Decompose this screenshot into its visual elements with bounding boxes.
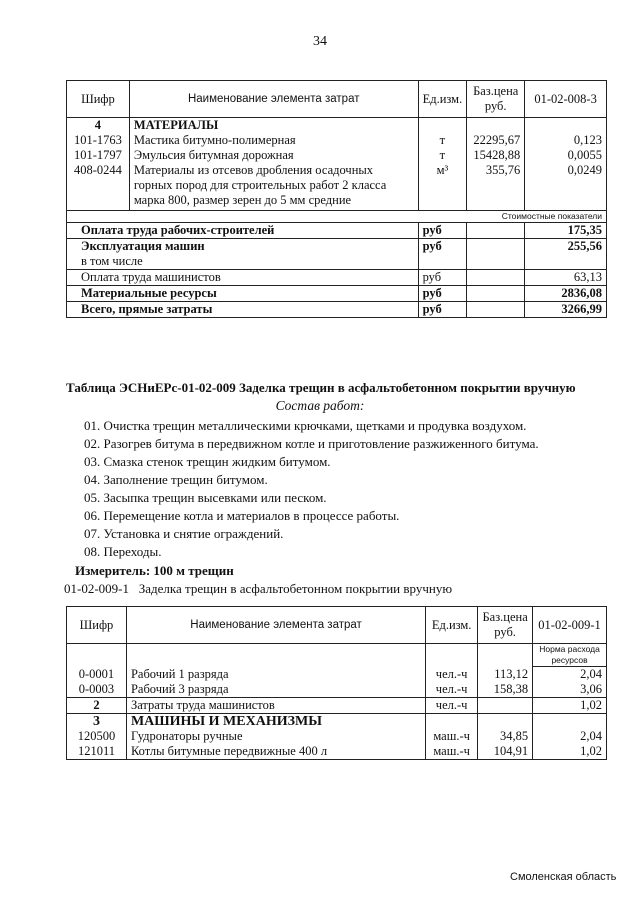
row-price: 158,38 (478, 682, 533, 698)
summary-name: Материальные ресурсы (67, 286, 419, 302)
works-title: Состав работ: (275, 398, 365, 413)
table-row (67, 133, 607, 148)
table-row (67, 729, 607, 744)
table-header (67, 81, 607, 118)
row-norm: 1,02 (533, 744, 607, 760)
row-code: 0-0001 (67, 667, 127, 683)
header-unit: Ед.изм. (426, 607, 478, 644)
table-row (67, 698, 607, 714)
row-price: 113,12 (478, 667, 533, 683)
row-price: 15428,88 (467, 148, 525, 163)
summary-name: Всего, прямые затраты (67, 302, 419, 318)
section-row (67, 118, 607, 134)
row-price: 34,85 (478, 729, 533, 744)
summary-value: 63,13 (525, 270, 607, 286)
header-norm: 01-02-009-1 (533, 607, 607, 644)
row-unit: маш.-ч (426, 729, 478, 744)
summary-name: в том числе (67, 254, 419, 270)
summary-row (67, 302, 607, 318)
row-name: Мастика битумно-полимерная (129, 133, 418, 148)
summary-unit: руб (418, 270, 467, 286)
summary-value: 2836,08 (525, 286, 607, 302)
summary-value: 255,56 (525, 239, 607, 255)
row-name: Рабочий 1 разряда (126, 667, 425, 683)
row-norm: 0,0055 (525, 148, 607, 163)
row-price: 22295,67 (467, 133, 525, 148)
summary-row (67, 254, 607, 270)
work-item: 02. Разогрев битума в передвижном котле и приготовление разжиженного битума. (84, 436, 539, 451)
summary-name: Оплата труда рабочих-строителей (67, 223, 419, 239)
row-norm: 0,123 (525, 133, 607, 148)
code-line: 01-02-009-1 Заделка трещин в асфальтобетонном покрытии вручную (64, 581, 453, 596)
work-item: 03. Смазка стенок трещин жидким битумом. (84, 454, 331, 469)
table-row (67, 667, 607, 683)
norm-label-row (67, 644, 607, 667)
row-norm: 2,04 (533, 729, 607, 744)
row-norm: 0,0249 (525, 163, 607, 211)
summary-unit: руб (418, 223, 467, 239)
row-name: Затраты труда машинистов (126, 698, 425, 714)
row-unit: чел.-ч (426, 667, 478, 683)
summary-name: Эксплуатация машин (67, 239, 419, 255)
table-row (67, 148, 607, 163)
summary-row (67, 286, 607, 302)
summary-row (67, 270, 607, 286)
footer-region: Смоленская область (510, 871, 617, 883)
page-number: 34 (313, 34, 327, 49)
row-name: Эмульсия битумная дорожная (129, 148, 418, 163)
table-row (67, 682, 607, 698)
table-row (67, 744, 607, 760)
header-price: Баз.цена руб. (478, 607, 533, 644)
work-item: 06. Перемещение котла и материалов в процессе работы. (84, 508, 400, 523)
row-name: Материалы из отсевов дробления осадочных горных пород для строительных работ 2 класса марка 800, размер зерен до 5 мм средние (129, 163, 418, 211)
summary-value: 175,35 (525, 223, 607, 239)
row-code: 101-1797 (67, 148, 130, 163)
row-unit: т (418, 148, 467, 163)
section-name: МАШИНЫ И МЕХАНИЗМЫ (126, 714, 425, 730)
row-unit: чел.-ч (426, 682, 478, 698)
summary-unit: руб (418, 302, 467, 318)
row-code: 121011 (67, 744, 127, 760)
summary-row (67, 239, 607, 255)
work-item: 04. Заполнение трещин битумом. (84, 472, 268, 487)
summary-unit: руб (418, 239, 467, 255)
row-code: 101-1763 (67, 133, 130, 148)
summary-value: 3266,99 (525, 302, 607, 318)
row-name: Рабочий 3 разряда (126, 682, 425, 698)
summary-row (67, 223, 607, 239)
header-code: Шифр (67, 607, 127, 644)
row-norm: 1,02 (533, 698, 607, 714)
resource-table-2 (66, 606, 607, 760)
row-code: 2 (67, 698, 127, 714)
section-row (67, 714, 607, 730)
measure: Измеритель: 100 м трещин (75, 563, 234, 578)
work-item: 07. Установка и снятие ограждений. (84, 526, 284, 541)
row-name: Котлы битумные передвижные 400 л (126, 744, 425, 760)
resource-table-1 (66, 80, 607, 318)
row-unit: м³ (418, 163, 467, 211)
cost-indicators-row (67, 211, 607, 223)
summary-unit: руб (418, 286, 467, 302)
row-name: Гудронаторы ручные (126, 729, 425, 744)
row-unit: чел.-ч (426, 698, 478, 714)
section-name: МАТЕРИАЛЫ (129, 118, 418, 134)
header-name: Наименование элемента затрат (129, 81, 418, 118)
row-code: 120500 (67, 729, 127, 744)
row-norm: 2,04 (533, 667, 607, 683)
header-code: Шифр (67, 81, 130, 118)
work-item: 08. Переходы. (84, 544, 162, 559)
row-unit: маш.-ч (426, 744, 478, 760)
header-price: Баз.цена руб. (467, 81, 525, 118)
table-row (67, 163, 607, 211)
work-item: 01. Очистка трещин металлическими крючками, щетками и продувка воздухом. (84, 418, 527, 433)
section-code: 4 (67, 118, 130, 134)
table-title: Таблица ЭСНиЕРс-01-02-009 Заделка трещин в асфальтобетонном покрытии вручную (66, 380, 576, 395)
row-code: 408-0244 (67, 163, 130, 211)
work-item: 05. Засыпка трещин высевками или песком. (84, 490, 327, 505)
row-code: 0-0003 (67, 682, 127, 698)
section-code: 3 (67, 714, 127, 730)
row-norm: 3,06 (533, 682, 607, 698)
header-name: Наименование элемента затрат (126, 607, 425, 644)
summary-name: Оплата труда машинистов (67, 270, 419, 286)
row-price: 355,76 (467, 163, 525, 211)
cost-indicators-label: Стоимостные показатели (67, 211, 607, 223)
row-unit: т (418, 133, 467, 148)
norm-label: Норма расхода ресурсов (533, 644, 607, 667)
row-price: 104,91 (478, 744, 533, 760)
header-unit: Ед.изм. (418, 81, 467, 118)
header-norm: 01-02-008-3 (525, 81, 607, 118)
table-header (67, 607, 607, 644)
